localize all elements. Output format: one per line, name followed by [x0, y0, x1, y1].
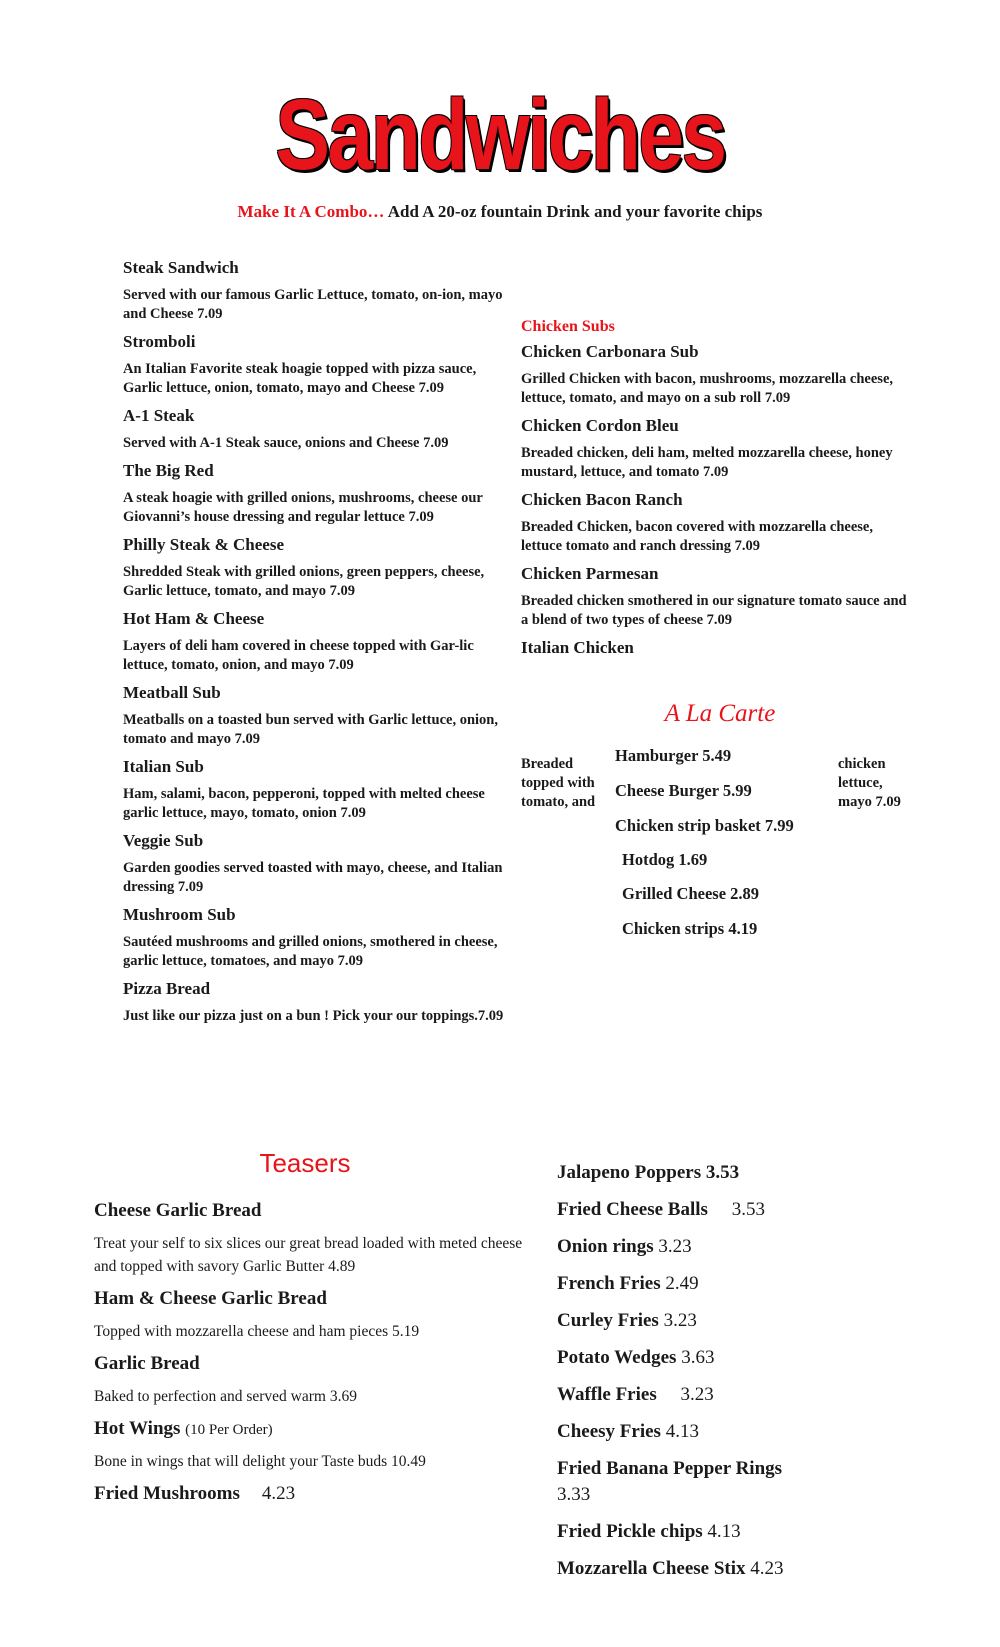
item-name: Fried Pickle chips [557, 1521, 703, 1542]
alacarte-note-left: Breaded topped with tomato, and [521, 756, 596, 810]
item-desc: Bone in wings that will delight your Taste buds 10.49 [94, 1453, 426, 1470]
menu-item [94, 1483, 524, 1505]
menu-item [557, 1308, 817, 1334]
item-name: Fried Cheese Balls [557, 1199, 708, 1220]
item-name: Potato Wedges [557, 1347, 677, 1368]
item-name: Chicken Parmesan [521, 564, 659, 583]
item-name: Stromboli [123, 332, 196, 351]
item-desc: Served with our famous Garlic Lettuce, tomato, on-ion, mayo and Cheese 7.09 [123, 287, 503, 322]
menu-item [521, 342, 911, 408]
alacarte-item: Chicken strips 4.19 [622, 919, 758, 938]
item-desc: An Italian Favorite steak hoagie topped with pizza sauce, Garlic lettuce, onion, tomato, mayo and Cheese 7.09 [123, 361, 477, 396]
item-desc: Breaded Chicken, bacon covered with mozzarella cheese, lettuce tomato and ranch dressing 7.09 [521, 519, 873, 554]
item-name: Meatball Sub [123, 683, 221, 702]
item-desc: Garden goodies served toasted with mayo, cheese, and Italian dressing 7.09 [123, 860, 503, 895]
item-name: Mushroom Sub [123, 905, 236, 924]
menu-item [94, 1288, 524, 1343]
alacarte-note-right: chicken lettuce, mayo 7.09 [838, 756, 901, 810]
item-desc: Baked to perfection and served warm 3.69 [94, 1388, 357, 1405]
item-name: Hot Ham & Cheese [123, 609, 265, 628]
item-price: 3.23 [658, 1310, 697, 1331]
sides-list [557, 1160, 817, 1593]
item-price: 4.13 [660, 1421, 699, 1442]
combo-banner [0, 202, 1000, 222]
menu-item [94, 1353, 524, 1408]
item-desc: Sautéed mushrooms and grilled onions, smothered in cheese, garlic lettuce, tomatoes, and mayo 7.09 [123, 934, 498, 969]
menu-item [557, 1519, 817, 1545]
menu-item [94, 1200, 524, 1278]
item-name: Pizza Bread [123, 979, 211, 998]
item-name: Cheesy Fries [557, 1421, 661, 1442]
item-name: Veggie Sub [123, 831, 204, 850]
menu-item [123, 757, 508, 823]
item-desc: Breaded chicken, deli ham, melted mozzarella cheese, honey mustard, lettuce, and tomato 7.09 [521, 445, 893, 480]
menu-item [123, 683, 508, 749]
item-desc: Meatballs on a toasted bun served with Garlic lettuce, onion, tomato and mayo 7.09 [123, 712, 498, 747]
item-name: French Fries [557, 1273, 661, 1294]
item-price: 2.49 [660, 1273, 699, 1294]
item-desc: Layers of deli ham covered in cheese topped with Gar-lic lettuce, tomato, onion, and mayo 7.09 [123, 638, 474, 673]
item-name: The Big Red [123, 461, 214, 480]
item-name: Italian Sub [123, 757, 204, 776]
alacarte-item: Grilled Cheese 2.89 [622, 884, 760, 903]
menu-item [123, 609, 508, 675]
item-name: Chicken Cordon Bleu [521, 416, 679, 435]
menu-item [557, 1234, 817, 1260]
item-name: Ham & Cheese Garlic Bread [94, 1288, 327, 1309]
item-desc: Shredded Steak with grilled onions, green peppers, cheese, Garlic lettuce, tomato, and mayo 7.09 [123, 564, 485, 599]
alacarte-heading: A La Carte [664, 700, 776, 727]
item-name: Cheese Garlic Bread [94, 1200, 262, 1221]
item-name: Hot Wings [94, 1418, 181, 1439]
menu-item [123, 332, 508, 398]
menu-item [123, 406, 508, 453]
menu-item [557, 1456, 817, 1508]
item-price: 3.23 [653, 1236, 692, 1257]
menu-item [521, 416, 911, 482]
item-name: Italian Chicken [521, 638, 634, 657]
item-name: Chicken Bacon Ranch [521, 490, 683, 509]
item-name: Chicken Carbonara Sub [521, 342, 699, 361]
item-name: Onion rings [557, 1236, 654, 1257]
menu-item [557, 1160, 817, 1186]
chicken-subs-heading: Chicken Subs [521, 318, 615, 335]
item-name: Jalapeno Poppers 3.53 [557, 1162, 740, 1183]
item-name-row [94, 1418, 524, 1440]
item-price: 3.53 [707, 1199, 765, 1220]
menu-item [521, 564, 911, 630]
item-name: Mozzarella Cheese Stix [557, 1558, 746, 1579]
menu-item [557, 1197, 817, 1223]
item-desc: Just like our pizza just on a bun ! Pick your our toppings.7.09 [123, 1008, 504, 1024]
item-note: (10 Per Order) [185, 1422, 273, 1438]
menu-item [123, 535, 508, 601]
menu-item [94, 1418, 524, 1473]
menu-item [123, 831, 508, 897]
item-name: Steak Sandwich [123, 258, 239, 277]
teasers-heading: Teasers [259, 1148, 351, 1178]
menu-item [123, 258, 508, 324]
menu-item [123, 461, 508, 527]
item-price: 4.13 [702, 1521, 741, 1542]
menu-item [521, 490, 911, 556]
item-name: Fried Mushrooms [94, 1483, 240, 1504]
item-name: A-1 Steak [123, 406, 195, 425]
item-name: Curley Fries [557, 1310, 659, 1331]
item-name: Philly Steak & Cheese [123, 535, 285, 554]
item-desc: Grilled Chicken with bacon, mushrooms, mozzarella cheese, lettuce, tomato, and mayo on a sub roll 7.09 [521, 371, 894, 406]
menu-item [521, 638, 911, 658]
chicken-subs-list [521, 318, 911, 666]
item-desc: Served with A-1 Steak sauce, onions and Cheese 7.09 [123, 435, 449, 451]
menu-item [123, 905, 508, 971]
menu-item [557, 1419, 817, 1445]
menu-item [557, 1271, 817, 1297]
item-price: 4.23 [745, 1558, 784, 1579]
item-price: 3.23 [656, 1384, 714, 1405]
alacarte-item: Hamburger 5.49 [615, 746, 732, 765]
menu-item [123, 979, 508, 1026]
alacarte-item: Hotdog 1.69 [622, 850, 708, 869]
menu-item [557, 1345, 817, 1371]
item-price: 3.63 [676, 1347, 715, 1368]
menu-item [557, 1382, 817, 1408]
teasers-list [94, 1200, 524, 1515]
item-desc: Breaded chicken smothered in our signature tomato sauce and a blend of two types of cheese 7.09 [521, 593, 907, 628]
alacarte-item: Chicken strip basket 7.99 [615, 816, 794, 835]
item-desc: A steak hoagie with grilled onions, mushrooms, cheese our Giovanni’s house dressing and regular lettuce 7.09 [123, 490, 483, 525]
item-desc: Topped with mozzarella cheese and ham pieces 5.19 [94, 1323, 420, 1340]
alacarte-item: Cheese Burger 5.99 [615, 781, 752, 800]
item-price: 4.23 [261, 1483, 296, 1504]
combo-highlight: Make It A Combo… [237, 202, 385, 221]
item-name: Waffle Fries [557, 1384, 657, 1405]
page-title: Sandwiches [275, 79, 725, 191]
item-price: 3.33 [557, 1484, 591, 1505]
item-name: Garlic Bread [94, 1353, 200, 1374]
item-desc: Treat your self to six slices our great bread loaded with meted cheese and topped with savory Garlic Butter 4.89 [94, 1235, 523, 1275]
menu-item [557, 1556, 817, 1582]
sandwich-list [123, 258, 508, 1034]
item-name: Fried Banana Pepper Rings [557, 1458, 783, 1479]
combo-text: Add A 20-oz fountain Drink and your favorite chips [387, 202, 763, 221]
item-name-row [94, 1483, 524, 1505]
item-desc: Ham, salami, bacon, pepperoni, topped with melted cheese garlic lettuce, mayo, tomato, onion 7.09 [123, 786, 485, 821]
